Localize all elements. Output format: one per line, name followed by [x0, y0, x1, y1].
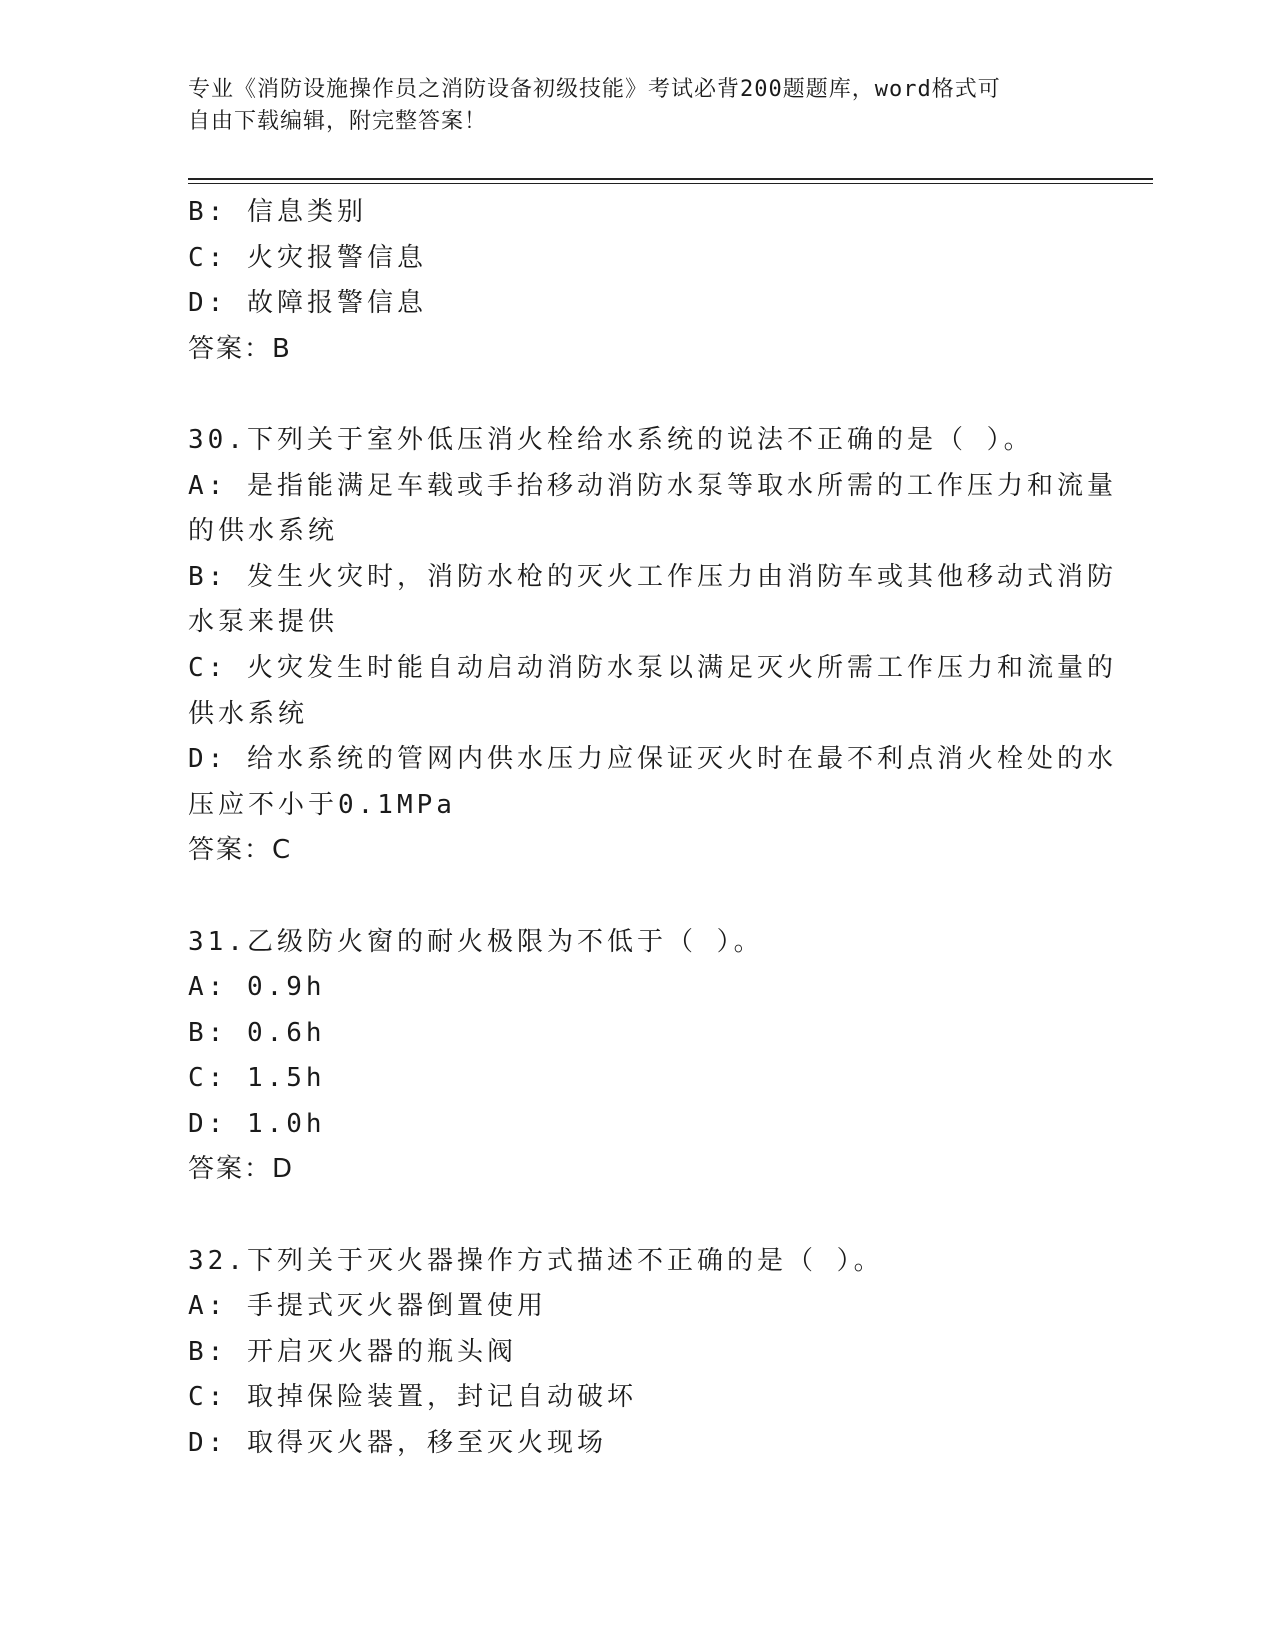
q31-answer: 答案：D [188, 1154, 295, 1185]
spacer [188, 372, 1088, 418]
question-30-block [188, 418, 1117, 874]
question-32-block [188, 1239, 1088, 1467]
q32-question: 32.下列关于灭火器操作方式描述不正确的是（ ）。 [188, 1245, 884, 1276]
header-divider-thick [188, 178, 1153, 180]
q32-option-a: A: 手提式灭火器倒置使用 [188, 1291, 547, 1322]
q30-option-a-line-2: 的供水系统 [188, 516, 339, 547]
header-title-line-1: 专业《消防设施操作员之消防设备初级技能》考试必背200题题库，word格式可 [188, 77, 1001, 102]
q32-option-c: C: 取掉保险装置，封记自动破坏 [188, 1382, 637, 1413]
page-header [188, 74, 1068, 138]
q30-option-c-line-2: 供水系统 [188, 698, 309, 729]
q29-option-c: C: 火灾报警信息 [188, 242, 427, 273]
q30-option-b-line-2: 水泵来提供 [188, 607, 339, 638]
q32-option-b: B: 开启灭火器的瓶头阀 [188, 1336, 517, 1367]
q30-answer: 答案：C [188, 835, 293, 866]
q29-option-b: B: 信息类别 [188, 197, 367, 227]
spacer [188, 874, 1088, 920]
q30-option-d-line-1: D: 给水系统的管网内供水压力应保证灭火时在最不利点消火栓处的水 [188, 744, 1117, 775]
q30-option-a-line-1: A: 是指能满足车载或手抬移动消防水泵等取水所需的工作压力和流量 [188, 470, 1117, 501]
q32-option-d: D: 取得灭火器，移至灭火现场 [188, 1428, 607, 1459]
header-divider-thin [188, 183, 1153, 184]
question-content [188, 190, 1117, 1467]
q31-option-c: C: 1.5h [188, 1063, 326, 1094]
q31-option-a: A: 0.9h [188, 972, 326, 1003]
spacer [188, 1193, 1088, 1239]
q31-question: 31.乙级防火窗的耐火极限为不低于（ ）。 [188, 926, 764, 957]
q30-option-b-line-1: B: 发生火灾时，消防水枪的灭火工作压力由消防车或其他移动式消防 [188, 561, 1117, 592]
q29-answer: 答案：B [188, 333, 292, 364]
q30-option-c-line-1: C: 火灾发生时能自动启动消防水泵以满足灭火所需工作压力和流量的 [188, 652, 1117, 683]
q29-option-d: D: 故障报警信息 [188, 288, 427, 319]
question-29-block [188, 190, 1088, 372]
q30-option-d-line-2: 压应不小于0.1MPa [188, 789, 456, 820]
q30-question: 30.下列关于室外低压消火栓给水系统的说法不正确的是（ ）。 [188, 424, 1034, 455]
q31-option-b: B: 0.6h [188, 1017, 326, 1048]
header-title-line-2: 自由下载编辑，附完整答案！ [188, 109, 488, 134]
q31-option-d: D: 1.0h [188, 1108, 326, 1139]
question-31-block [188, 920, 1088, 1194]
